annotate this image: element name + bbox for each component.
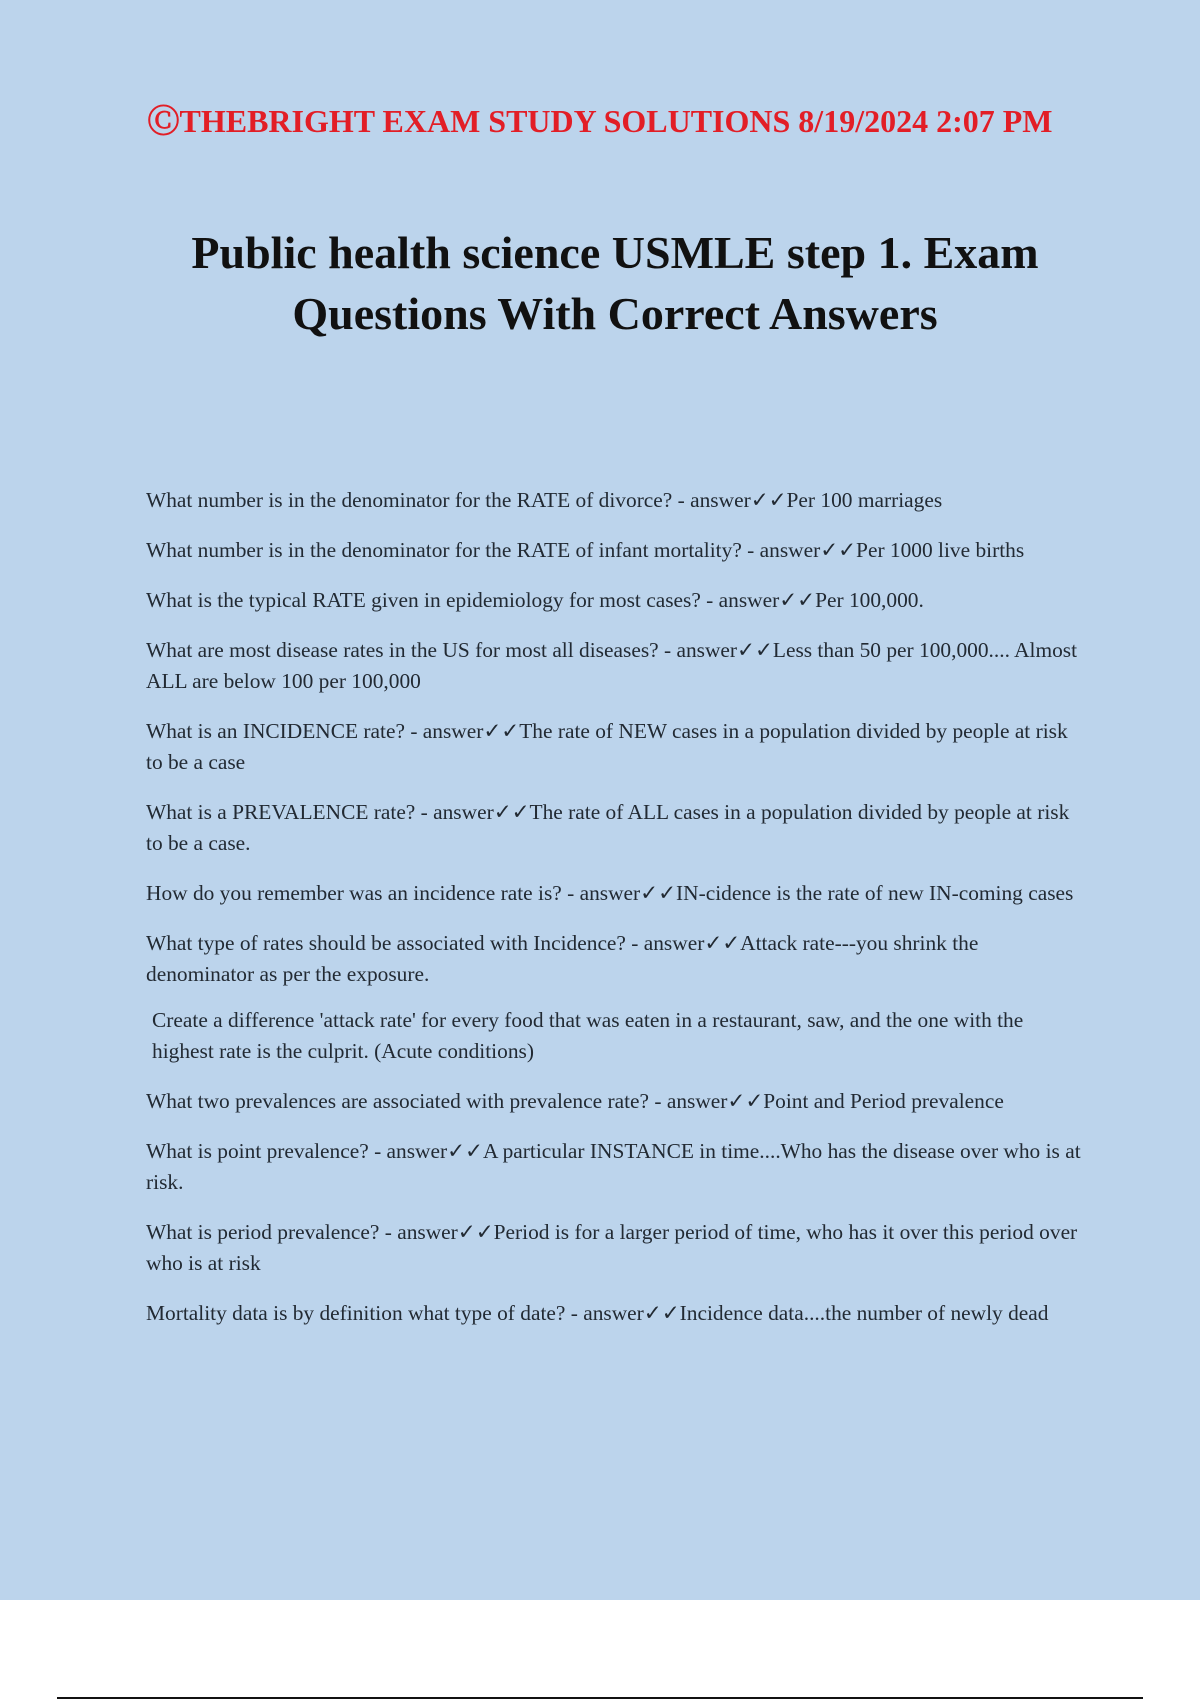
qa-item-prevalence-rate: What is a PREVALENCE rate? - answer✓✓The rate of ALL cases in a population divided by people at risk to be a case. xyxy=(146,800,1070,855)
qa-item-attack-rate-note: Create a difference 'attack rate' for every food that was eaten in a restaurant, saw, and the one with the highest rate is the culprit. (Acute conditions) xyxy=(152,1008,1024,1063)
qa-item-incidence-mnemonic: How do you remember was an incidence rate is? - answer✓✓IN-cidence is the rate of new IN-coming cases xyxy=(146,881,1074,905)
document-title: Public health science USMLE step 1. Exam Questions With Correct Answers xyxy=(191,227,1039,339)
qa-item-point-prevalence: What is point prevalence? - answer✓✓A particular INSTANCE in time....Who has the disease over who is at risk. xyxy=(146,1139,1081,1194)
qa-item-mortality-data: Mortality data is by definition what type of date? - answer✓✓Incidence data....the number of newly dead xyxy=(146,1301,1049,1325)
qa-item-typical-rate: What is the typical RATE given in epidemiology for most cases? - answer✓✓Per 100,000. xyxy=(146,588,924,612)
qa-list xyxy=(146,485,1086,1348)
qa-item-divorce-rate: What number is in the denominator for the RATE of divorce? - answer✓✓Per 100 marriages xyxy=(146,488,943,512)
qa-item-incidence-rate: What is an INCIDENCE rate? - answer✓✓The rate of NEW cases in a population divided by people at risk to be a case xyxy=(146,719,1068,774)
footer-divider xyxy=(57,1697,1143,1699)
qa-item-period-prevalence: What is period prevalence? - answer✓✓Period is for a larger period of time, who has it over this period over who is at risk xyxy=(146,1220,1078,1275)
copyright-watermark: ⒸTHEBRIGHT EXAM STUDY SOLUTIONS 8/19/2024 2:07 PM xyxy=(147,103,1053,139)
qa-item-us-disease-rates: What are most disease rates in the US for most all diseases? - answer✓✓Less than 50 per 100,000.... Almost ALL are below 100 per 100,000 xyxy=(146,638,1078,693)
qa-item-two-prevalences: What two prevalences are associated with prevalence rate? - answer✓✓Point and Period prevalence xyxy=(146,1089,1004,1113)
qa-item-infant-mortality-rate: What number is in the denominator for the RATE of infant mortality? - answer✓✓Per 1000 live births xyxy=(146,538,1025,562)
qa-item-incidence-attack-rate: What type of rates should be associated with Incidence? - answer✓✓Attack rate---you shrink the denominator as per the exposure. xyxy=(146,931,979,986)
